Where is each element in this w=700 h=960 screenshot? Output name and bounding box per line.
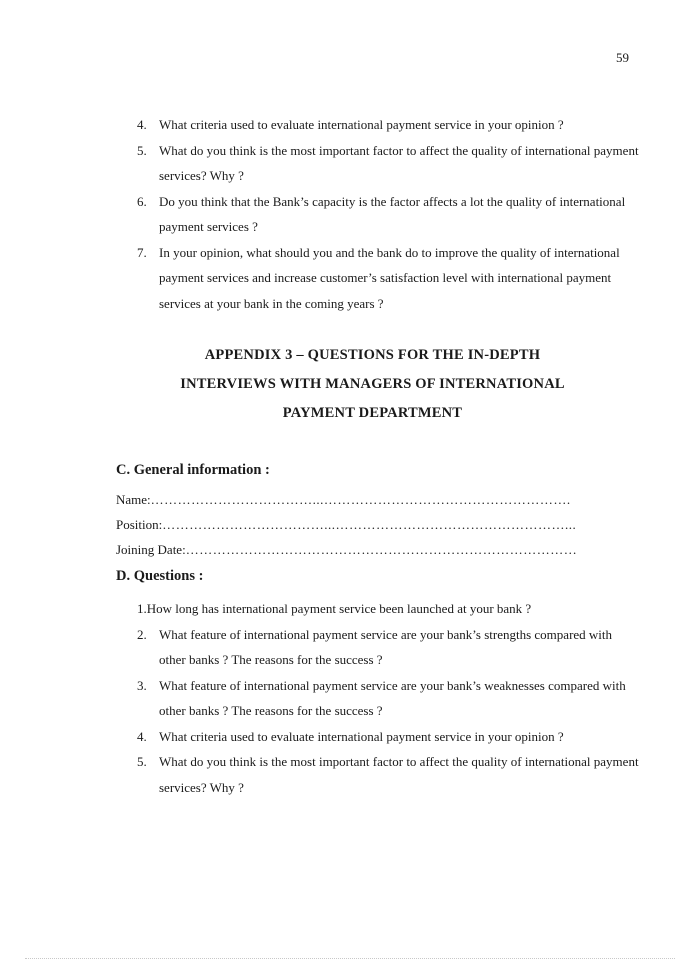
item-number: 4. bbox=[137, 728, 147, 744]
field-dots: ………………………………...………………………………………………. bbox=[150, 492, 571, 507]
section-c-heading: C. General information : bbox=[116, 462, 270, 478]
item-number: 6. bbox=[137, 193, 147, 209]
item-number: 7. bbox=[137, 244, 147, 260]
item-text: What do you think is the most important factor to affect the quality of international payment services? Why ? bbox=[159, 142, 639, 183]
field-dots: ………………………………...……………………………………………... bbox=[162, 517, 577, 532]
question-list-bottom bbox=[0, 596, 700, 800]
item-number: 2. bbox=[137, 626, 147, 642]
appendix-title-line: PAYMENT DEPARTMENT bbox=[282, 405, 463, 421]
field-label: Name: bbox=[116, 492, 151, 507]
field-label: Joining Date: bbox=[116, 542, 186, 557]
item-text: What criteria used to evaluate international payment service in your opinion ? bbox=[159, 728, 564, 744]
list-item bbox=[0, 622, 700, 673]
name-field bbox=[116, 492, 626, 508]
joining-date-field bbox=[116, 542, 626, 558]
field-label: Position: bbox=[116, 517, 163, 532]
question-list-top bbox=[0, 112, 700, 316]
list-item bbox=[0, 724, 700, 750]
item-text: In your opinion, what should you and the bank do to improve the quality of international payment services and increase customer’s satisfaction level with international payment services at your bank in the coming years ? bbox=[159, 244, 620, 311]
page-number: 59 bbox=[616, 50, 629, 65]
item-number: 1. bbox=[137, 601, 147, 616]
item-number: 3. bbox=[137, 677, 147, 693]
section-d-heading: D. Questions : bbox=[116, 568, 204, 584]
item-text: What criteria used to evaluate international payment service in your opinion ? bbox=[159, 117, 564, 132]
item-text: Do you think that the Bank’s capacity is the factor affects a lot the quality of international payment services ? bbox=[159, 193, 626, 234]
appendix-title bbox=[0, 341, 700, 428]
page-bottom-divider bbox=[25, 958, 675, 959]
item-text: What do you think is the most important factor to affect the quality of international payment services? Why ? bbox=[159, 754, 639, 795]
list-item bbox=[0, 596, 700, 622]
item-text: What feature of international payment service are your bank’s weaknesses compared with other banks ? The reasons for the success ? bbox=[159, 677, 626, 718]
position-field bbox=[116, 517, 626, 533]
item-text: How long has international payment service been launched at your bank ? bbox=[146, 601, 532, 616]
list-item bbox=[0, 112, 700, 138]
appendix-title-line: INTERVIEWS WITH MANAGERS OF INTERNATIONAL bbox=[180, 376, 565, 392]
list-item bbox=[0, 138, 700, 189]
list-item bbox=[0, 673, 700, 724]
list-item bbox=[0, 240, 700, 317]
item-text: What feature of international payment service are your bank’s strengths compared with other banks ? The reasons for the success ? bbox=[159, 626, 613, 667]
item-number: 5. bbox=[137, 142, 147, 158]
list-item bbox=[0, 749, 700, 800]
item-number: 4. bbox=[137, 117, 147, 132]
field-dots: …………………………………………………………………………… bbox=[185, 542, 578, 557]
list-item bbox=[0, 189, 700, 240]
appendix-title-line: APPENDIX 3 – QUESTIONS FOR THE IN-DEPTH bbox=[204, 347, 541, 363]
item-number: 5. bbox=[137, 754, 147, 769]
